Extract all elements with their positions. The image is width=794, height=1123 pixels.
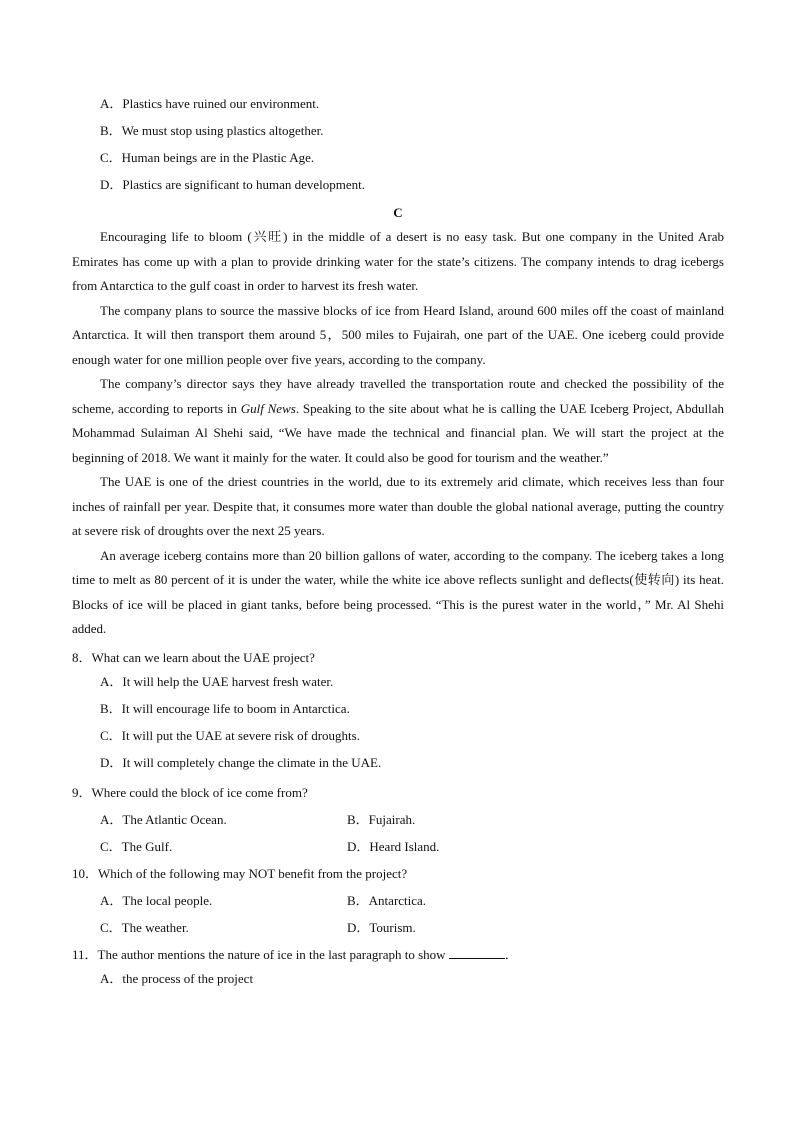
question-8	[72, 644, 724, 779]
passage-paragraph-5: An average iceberg contains more than 20 billion gallons of water, according to the company. The iceberg takes a long time to melt as 80 percent of it is under the water, while the white ice above reflects sunlight and deflects(使转向) its heat. Blocks of ice will be placed in giant tanks, before being processed. “This is the purest water in the world，” Mr. Al Shehi added.	[72, 547, 724, 636]
options-row-2	[72, 833, 724, 860]
reading-passage	[72, 225, 724, 642]
options-row-1	[72, 887, 724, 914]
previous-question-options	[72, 93, 724, 201]
option-c: C．The weather.	[100, 919, 189, 935]
option-c: C．It will put the UAE at severe risk of droughts.	[100, 727, 360, 743]
option-d: D．Tourism.	[347, 919, 416, 935]
question-stem	[72, 941, 724, 968]
passage-paragraph-4: The UAE is one of the driest countries in the world, due to its extremely arid climate, which receives less than four inches of rainfall per year. Despite that, it consumes more water than double the global national average, putting the country at severe risk of droughts over the next 25 years.	[72, 474, 724, 538]
answer-blank	[449, 946, 505, 959]
passage-paragraph-2: The company plans to source the massive blocks of ice from Heard Island, around 600 miles off the coast of mainland Antarctica. It will then transport them around 5，500 miles to Fujairah, one part of the UAE. One iceberg could provide enough water for one million people over five years, according to the company.	[72, 302, 724, 367]
options-row-1	[72, 806, 724, 833]
passage-paragraph-1: Encouraging life to bloom (兴旺) in the middle of a desert is no easy task. But one company in the United Arab Emirates has come up with a plan to provide drinking water for the state’s citizens. The company intends to drag icebergs from Antarctica to the gulf coast in order to harvest its fresh water.	[72, 229, 724, 293]
question-stem-text: 11．The author mentions the nature of ice in the last paragraph to show	[72, 946, 446, 962]
option-d: D．It will completely change the climate in the UAE.	[100, 754, 382, 770]
question-11	[72, 941, 724, 995]
section-title: C	[393, 205, 403, 220]
paragraph-3-text-start: The company’s director says they have already travelled the transportation route and checked the possibility of the scheme, according to reports in	[72, 376, 724, 416]
question-stem: 10．Which of the following may NOT benefit from the project?	[72, 865, 408, 881]
question-stem: 9．Where could the block of ice come from?	[72, 784, 308, 800]
option-d: D．Heard Island.	[347, 838, 440, 854]
option-a: A．The Atlantic Ocean.	[100, 811, 227, 827]
question-stem-end: ．	[504, 946, 518, 962]
option-b: B．Fujairah.	[347, 811, 416, 827]
source-name: Gulf News	[240, 400, 296, 416]
option-b: B．We must stop using plastics altogether.	[100, 123, 324, 138]
question-stem: 8．What can we learn about the UAE project?	[72, 649, 315, 665]
document-page	[72, 93, 724, 995]
option-b: B．It will encourage life to boom in Antarctica.	[100, 700, 350, 716]
option-a: A．It will help the UAE harvest fresh water.	[100, 673, 334, 689]
question-10	[72, 860, 724, 941]
option-d: D．Plastics are significant to human development.	[100, 177, 365, 192]
option-a: A．Plastics have ruined our environment.	[100, 96, 320, 111]
option-b: B．Antarctica.	[347, 892, 427, 908]
option-c: C．The Gulf.	[100, 838, 173, 854]
option-a: A．The local people.	[100, 892, 213, 908]
option-c: C．Human beings are in the Plastic Age.	[100, 150, 315, 165]
passage-paragraph-3	[72, 372, 724, 470]
paragraph-3-text-end: . Speaking to the site about what he is calling the UAE Iceberg Project, Abdullah Mohammad Sulaiman Al Shehi said, “We have made the technical and financial plan. We will start the project at the beginning of 2018. We want it mainly for the water. It could also be good for tourism and the weather.”	[72, 400, 724, 465]
option-a: A．the process of the project	[100, 970, 254, 986]
options-row-2	[72, 914, 724, 941]
question-9	[72, 779, 724, 860]
